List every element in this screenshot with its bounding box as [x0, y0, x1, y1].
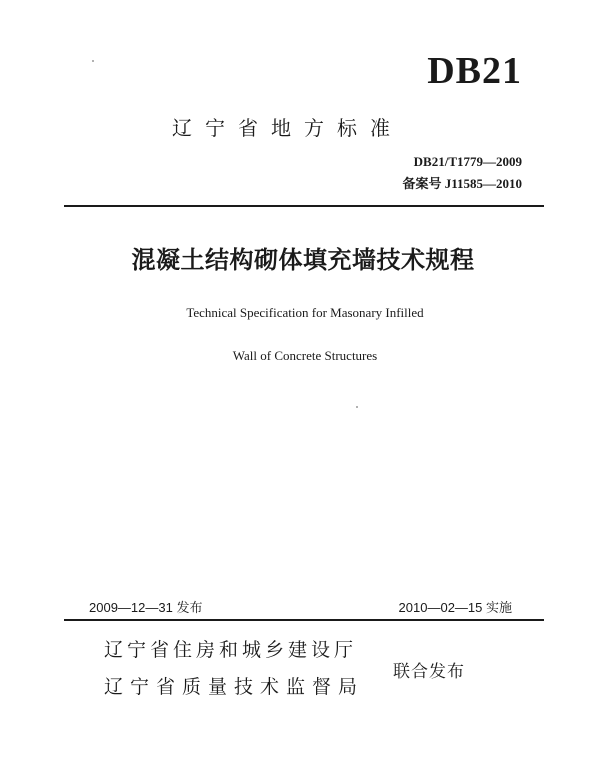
scan-speck	[356, 406, 358, 408]
standard-type-title: 辽宁省地方标准	[172, 116, 403, 140]
record-number: 备案号 J11585—2010	[402, 176, 522, 191]
standard-number: DB21/T1779—2009	[413, 154, 522, 169]
document-title-english-line2: Wall of Concrete Structures	[232, 348, 378, 363]
standard-code: DB21	[427, 50, 522, 92]
implementation-date: 2010—02—15 实施	[398, 600, 512, 615]
document-title-chinese: 混凝土结构砌体填充墙技术规程	[131, 246, 475, 274]
document-title-english-line1: Technical Specification for Masonary Infilled	[186, 305, 424, 320]
issuer-housing-department: 辽宁省住房和城乡建设厅	[104, 639, 358, 661]
bottom-divider	[64, 619, 544, 621]
issuer-quality-bureau: 辽宁省质量技术监督局	[104, 676, 365, 698]
joint-release-label: 联合发布	[393, 662, 465, 682]
top-divider	[64, 205, 544, 207]
issue-date: 2009—12—31 发布	[89, 600, 203, 615]
scan-speck	[92, 60, 94, 62]
